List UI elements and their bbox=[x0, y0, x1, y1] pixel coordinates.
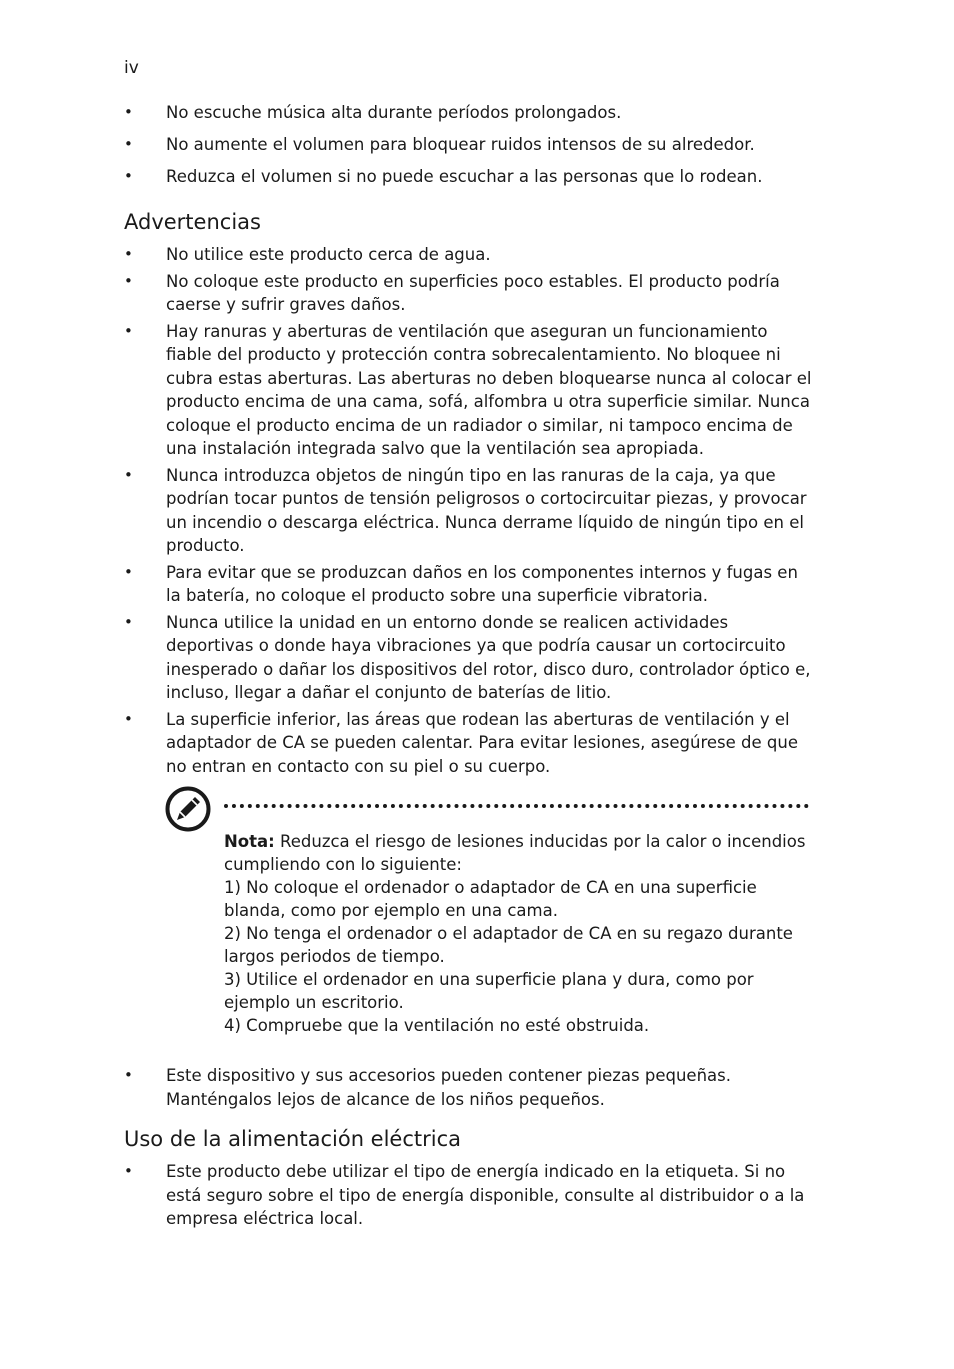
list-item: • No utilice este producto cerca de agua. bbox=[124, 243, 814, 267]
list-item: • Hay ranuras y aberturas de ventilación que aseguran un funcionamiento fiable del producto y protección contra sobrecalentamiento. No bloquee ni cubra estas aberturas. Las aberturas no deben bloquearse nunca al colocar el producto encima de una cama, sofá, alfombra u otra superficie similar. Nunca coloque el producto encima de un radiador o similar, ni tampoco encima de una instalación integrada salvo que la ventilación sea apropiada. bbox=[124, 321, 812, 458]
note-pencil-icon bbox=[165, 786, 211, 832]
list-item: • Este producto debe utilizar el tipo de energía indicado en la etiqueta. Si no está seguro sobre el tipo de energía disponible, consulte al distribuidor o a la empresa eléctrica local. bbox=[124, 1162, 805, 1228]
power-list bbox=[124, 1160, 814, 1231]
note-divider bbox=[224, 804, 809, 808]
page-number: iv bbox=[124, 58, 139, 78]
note-text: Nota: Reduzca el riesgo de lesiones inducidas por la calor o incendios cumpliendo con lo siguiente: 1) No coloque el ordenador o adaptador de CA en una superficie blanda, como por ejemplo en una cama. 2) No tenga el ordenador o el adaptador de CA en su regazo durante largos periodos de tiempo. 3) Utilice el ordenador en una superficie plana y dura, como por ejemplo un escritorio. 4) Compruebe que la ventilación no esté obstruida. bbox=[224, 830, 809, 1037]
bullet: • bbox=[124, 103, 133, 121]
bullet: • bbox=[124, 1066, 133, 1084]
bullet: • bbox=[124, 135, 133, 153]
list-item: • Este dispositivo y sus accesorios pueden contener piezas pequeñas. Manténgalos lejos de alcance de los niños pequeños. bbox=[124, 1066, 731, 1109]
hearing-list bbox=[124, 101, 814, 197]
note-line: 3) Utilice el ordenador en una superficie plana y dura, como por ejemplo un escritorio. bbox=[224, 970, 754, 1012]
list-item: • No escuche música alta durante períodos prolongados. bbox=[124, 101, 814, 125]
power-heading: Uso de la alimentación eléctrica bbox=[124, 1127, 462, 1151]
small-parts-list bbox=[124, 1064, 814, 1111]
bullet: • bbox=[124, 562, 133, 581]
list-item: • No coloque este producto en superficies poco estables. El producto podría caerse y sufrir graves daños. bbox=[124, 271, 780, 314]
bullet: • bbox=[124, 709, 133, 728]
list-item: • Nunca introduzca objetos de ningún tipo en las ranuras de la caja, ya que podrían tocar puntos de tensión peligrosos o cortocircuitar piezas, y provocar un incendio o descarga eléctrica. Nunca derrame líquido de ningún tipo en el producto. bbox=[124, 465, 807, 555]
bullet: • bbox=[124, 245, 133, 263]
bullet: • bbox=[124, 1162, 133, 1180]
note-line: 1) No coloque el ordenador o adaptador de CA en una superficie blanda, como por ejemplo en una cama. bbox=[224, 878, 757, 920]
bullet: • bbox=[124, 612, 133, 631]
warnings-heading: Advertencias bbox=[124, 210, 261, 234]
bullet: • bbox=[124, 465, 133, 484]
note-label: Nota: bbox=[224, 832, 275, 851]
bullet: • bbox=[124, 271, 133, 290]
list-item: • Nunca utilice la unidad en un entorno donde se realicen actividades deportivas o donde haya vibraciones ya que podría causar un cortocircuito inesperado o dañar los dispositivos del rotor, disco duro, controlador óptico e, incluso, llegar a dañar el conjunto de baterías de litio. bbox=[124, 612, 811, 702]
list-item: • Para evitar que se produzcan daños en los componentes internos y fugas en la batería, no coloque el producto sobre una superficie vibratoria. bbox=[124, 562, 798, 605]
list-item: • Reduzca el volumen si no puede escuchar a las personas que lo rodean. bbox=[124, 165, 814, 189]
bullet: • bbox=[124, 167, 133, 185]
note-line: 2) No tenga el ordenador o el adaptador de CA en su regazo durante largos periodos de tiempo. bbox=[224, 924, 793, 966]
list-item: • La superficie inferior, las áreas que rodean las aberturas de ventilación y el adaptador de CA se pueden calentar. Para evitar lesiones, asegúrese de que no entran en contacto con su piel o su cuerpo. bbox=[124, 709, 798, 776]
bullet: • bbox=[124, 321, 133, 340]
list-item: • No aumente el volumen para bloquear ruidos intensos de su alrededor. bbox=[124, 133, 814, 157]
note-line: 4) Compruebe que la ventilación no esté obstruida. bbox=[224, 1016, 650, 1035]
warnings-list bbox=[124, 243, 814, 781]
